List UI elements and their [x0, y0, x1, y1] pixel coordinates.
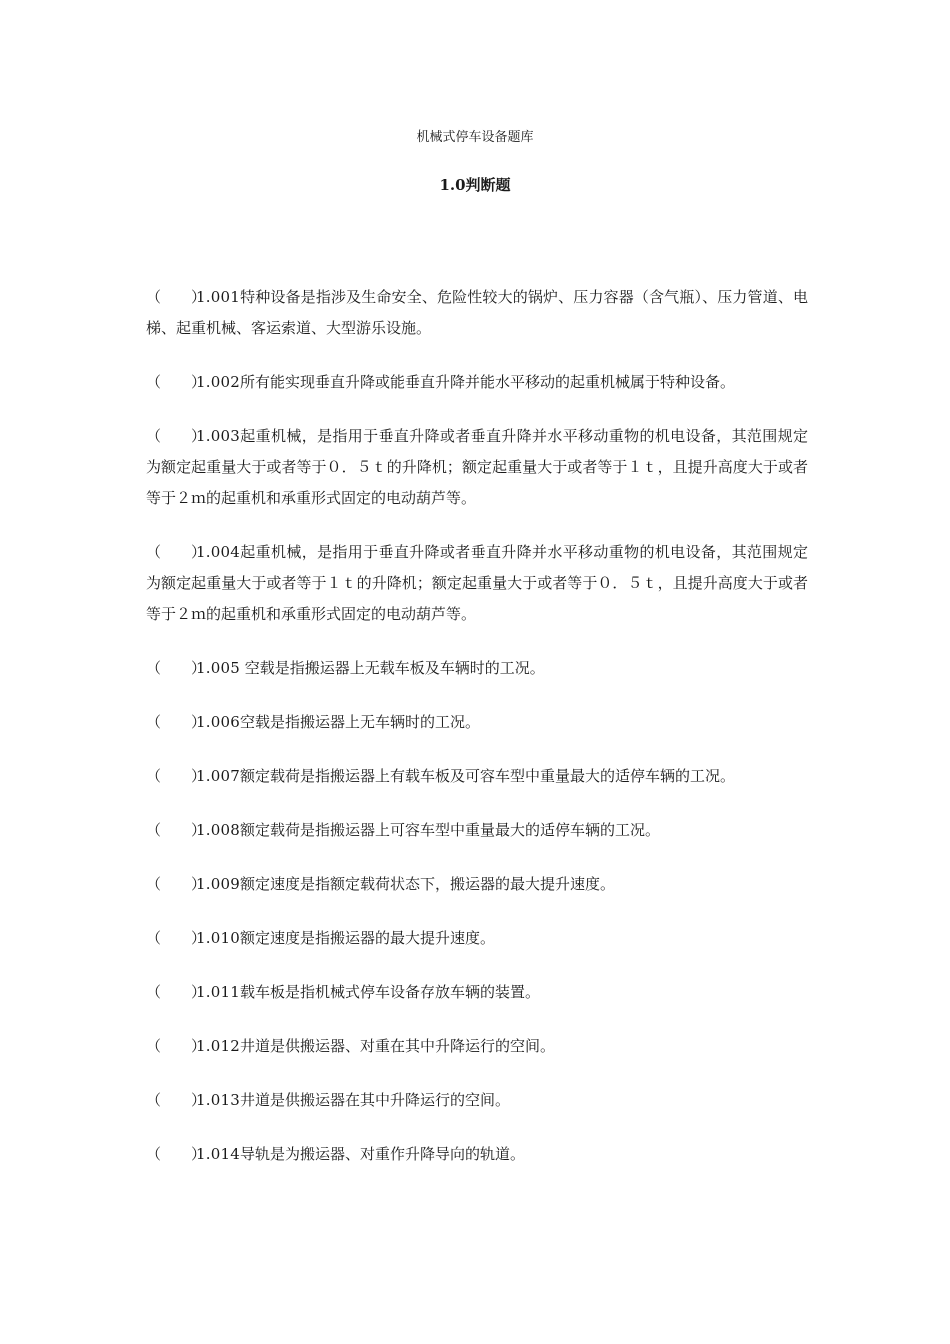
- answer-blank: （ ）: [146, 1091, 207, 1109]
- question-text: 起重机械，是指用于垂直升降或者垂直升降并水平移动重物的机电设备，其范围规定为额定起重量大于或者等于０．５ｔ的升降机；额定起重量大于或者等于１ｔ，且提升高度大于或者等于２ｍ的起重机和承重形式固定的电动葫芦等。: [146, 427, 808, 507]
- question-text: 空载是指搬运器上无载车板及车辆时的工况。: [239, 659, 545, 677]
- question-text: 空载是指搬运器上无车辆时的工况。: [239, 713, 480, 731]
- question-item: [146, 282, 808, 344]
- answer-blank: （ ）: [146, 875, 207, 893]
- question-text: 特种设备是指涉及生命安全、危险性较大的锅炉、压力容器（含气瓶）、压力管道、电梯、起重机械、客运索道、大型游乐设施。: [146, 288, 808, 337]
- question-item: [146, 923, 808, 954]
- answer-blank: （ ）: [146, 1145, 207, 1163]
- answer-blank: （ ）: [146, 288, 207, 306]
- question-text: 载车板是指机械式停车设备存放车辆的装置。: [239, 983, 540, 1001]
- question-text: 导轨是为搬运器、对重作升降导向的轨道。: [239, 1145, 525, 1163]
- question-text: 额定速度是指额定载荷状态下，搬运器的最大提升速度。: [239, 875, 615, 893]
- question-item: [146, 869, 808, 900]
- question-text: 额定载荷是指搬运器上有载车板及可容车型中重量最大的适停车辆的工况。: [239, 767, 735, 785]
- answer-blank: （ ）: [146, 767, 207, 785]
- question-item: [146, 1139, 808, 1170]
- question-text: 井道是供搬运器、对重在其中升降运行的空间。: [239, 1037, 555, 1055]
- answer-blank: （ ）: [146, 427, 207, 445]
- question-number: 1.003: [196, 427, 240, 445]
- question-number: 1.014: [196, 1145, 240, 1163]
- question-item: [146, 1031, 808, 1062]
- answer-blank: （ ）: [146, 983, 207, 1001]
- question-number: 1.002: [196, 373, 240, 391]
- question-number: 1.009: [196, 875, 240, 893]
- question-item: [146, 367, 808, 398]
- question-number: 1.001: [196, 288, 240, 306]
- answer-blank: （ ）: [146, 543, 207, 561]
- question-number: 1.007: [196, 767, 240, 785]
- answer-blank: （ ）: [146, 713, 207, 731]
- question-text: 井道是供搬运器在其中升降运行的空间。: [239, 1091, 510, 1109]
- answer-blank: （ ）: [146, 373, 207, 391]
- question-list: [146, 282, 808, 1193]
- question-text: 起重机械，是指用于垂直升降或者垂直升降并水平移动重物的机电设备，其范围规定为额定起重量大于或者等于１ｔ的升降机；额定起重量大于或者等于０．５ｔ，且提升高度大于或者等于２ｍ的起重机和承重形式固定的电动葫芦等。: [146, 543, 808, 623]
- question-number: 1.005: [196, 659, 240, 677]
- document-title: 机械式停车设备题库: [416, 130, 534, 145]
- answer-blank: （ ）: [146, 659, 207, 677]
- question-item: [146, 421, 808, 514]
- answer-blank: （ ）: [146, 1037, 207, 1055]
- question-item: [146, 977, 808, 1008]
- question-number: 1.004: [196, 543, 240, 561]
- question-item: [146, 707, 808, 738]
- question-text: 所有能实现垂直升降或能垂直升降并能水平移动的起重机械属于特种设备。: [239, 373, 735, 391]
- question-item: [146, 1085, 808, 1116]
- question-item: [146, 815, 808, 846]
- question-number: 1.010: [196, 929, 240, 947]
- question-number: 1.012: [196, 1037, 240, 1055]
- answer-blank: （ ）: [146, 821, 207, 839]
- section-title: 1.0判断题: [439, 176, 511, 194]
- question-item: [146, 761, 808, 792]
- question-text: 额定速度是指搬运器的最大提升速度。: [239, 929, 495, 947]
- answer-blank: （ ）: [146, 929, 207, 947]
- question-text: 额定载荷是指搬运器上可容车型中重量最大的适停车辆的工况。: [239, 821, 660, 839]
- question-item: [146, 653, 808, 684]
- question-number: 1.008: [196, 821, 240, 839]
- question-item: [146, 537, 808, 630]
- question-number: 1.013: [196, 1091, 240, 1109]
- question-number: 1.006: [196, 713, 240, 731]
- question-number: 1.011: [196, 983, 240, 1001]
